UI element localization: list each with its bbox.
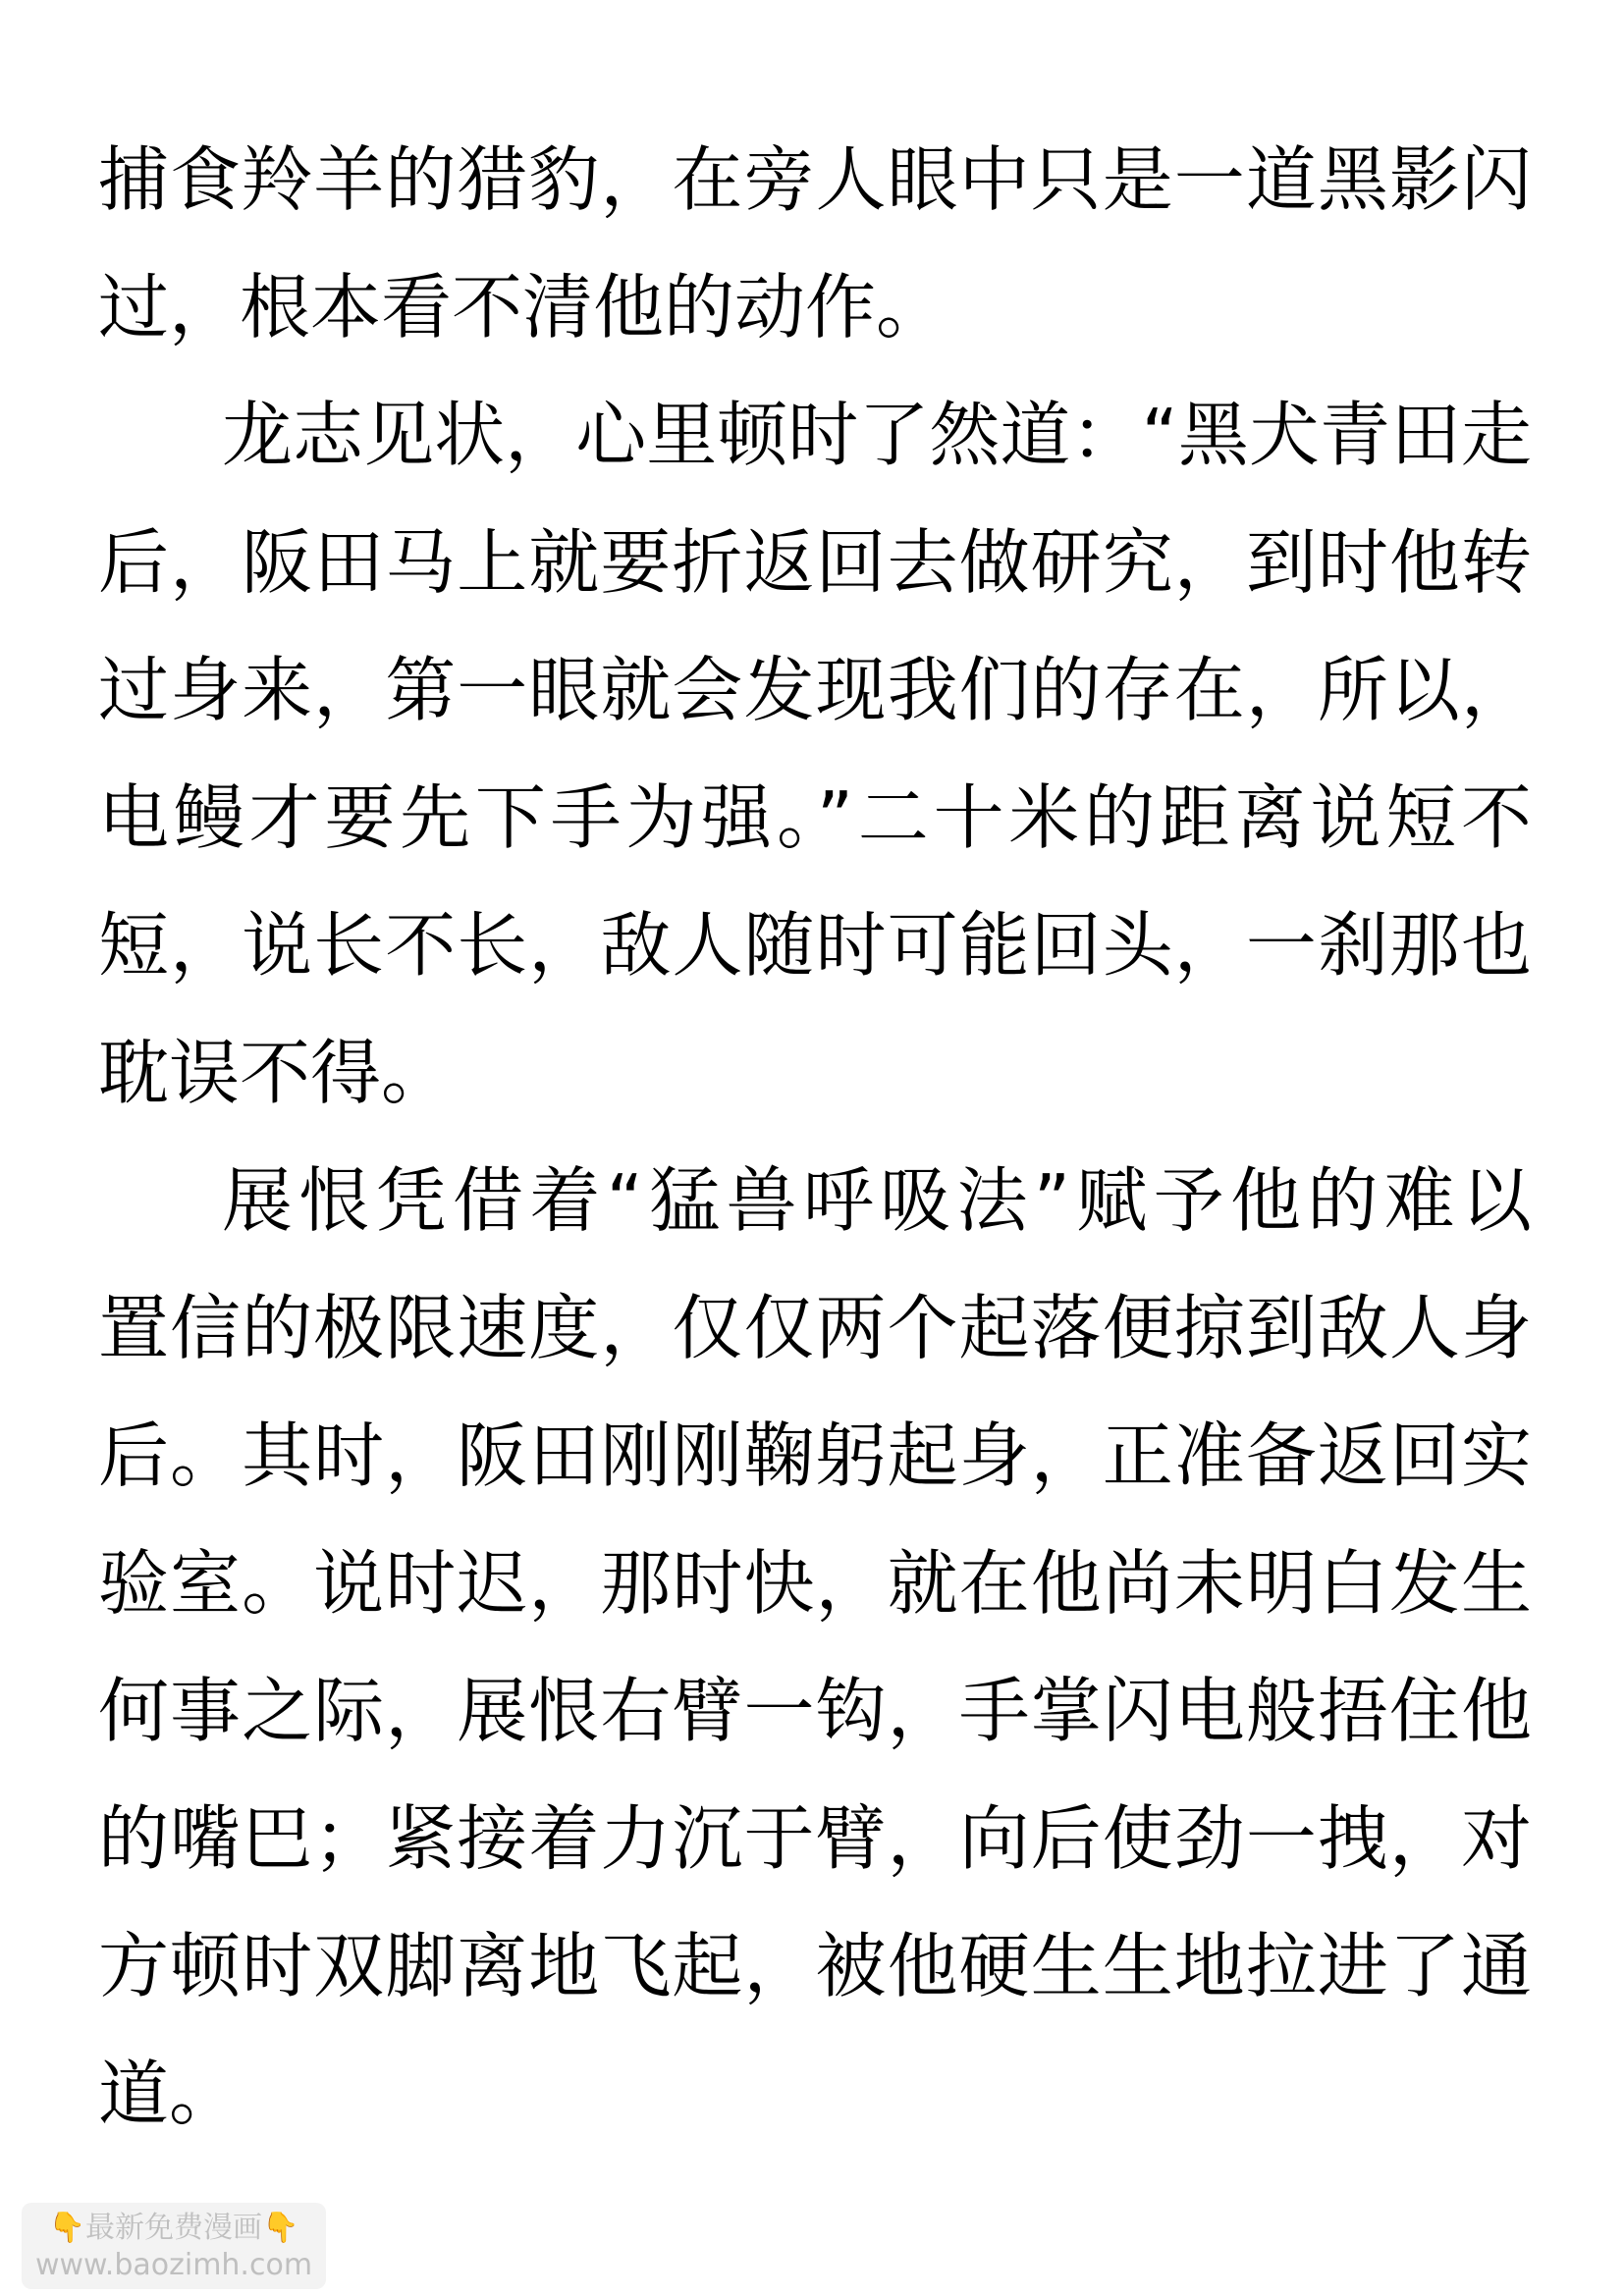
site-watermark bbox=[22, 2203, 326, 2289]
text-line: 过身来，第一眼就会发现我们的存在，所以， bbox=[98, 649, 1532, 731]
text-body bbox=[98, 116, 1532, 2158]
text-line: 耽误不得。 bbox=[98, 1032, 453, 1114]
text-line: 龙志见状，心里顿时了然道：“黑犬青田走 bbox=[222, 394, 1532, 476]
pointing-down-hand-icon: 👇 bbox=[262, 2211, 299, 2245]
text-line: 过，根本看不清他的动作。 bbox=[98, 266, 947, 348]
text-line: 方顿时双脚离地飞起，被他硬生生地拉进了通 bbox=[98, 1925, 1532, 2007]
text-line: 电鳗才要先下手为强。”二十米的距离说短不 bbox=[98, 776, 1532, 859]
watermark-title-row bbox=[22, 2211, 326, 2246]
text-line: 后，阪田马上就要折返回去做研究，到时他转 bbox=[98, 521, 1532, 604]
text-line: 后。其时，阪田刚刚鞠躬起身，正准备返回实 bbox=[98, 1415, 1532, 1497]
text-line: 道。 bbox=[98, 2053, 241, 2135]
text-line: 置信的极限速度，仅仅两个起落便掠到敌人身 bbox=[98, 1287, 1532, 1369]
text-line: 验室。说时迟，那时快，就在他尚未明白发生 bbox=[98, 1542, 1532, 1625]
text-line: 展恨凭借着“猛兽呼吸法”赋予他的难以 bbox=[222, 1159, 1532, 1242]
watermark-title: 最新免费漫画 bbox=[85, 2211, 262, 2245]
watermark-url: www.baozimh.com bbox=[34, 2248, 313, 2282]
text-line: 的嘴巴；紧接着力沉于臂，向后使劲一拽，对 bbox=[98, 1797, 1532, 1880]
text-line: 捕食羚羊的猎豹，在旁人眼中只是一道黑影闪 bbox=[98, 138, 1532, 221]
text-line: 短，说长不长，敌人随时可能回头，一刹那也 bbox=[98, 904, 1532, 987]
pointing-down-hand-icon: 👇 bbox=[48, 2211, 85, 2245]
text-line: 何事之际，展恨右臂一钩，手掌闪电般捂住他 bbox=[98, 1670, 1532, 1752]
